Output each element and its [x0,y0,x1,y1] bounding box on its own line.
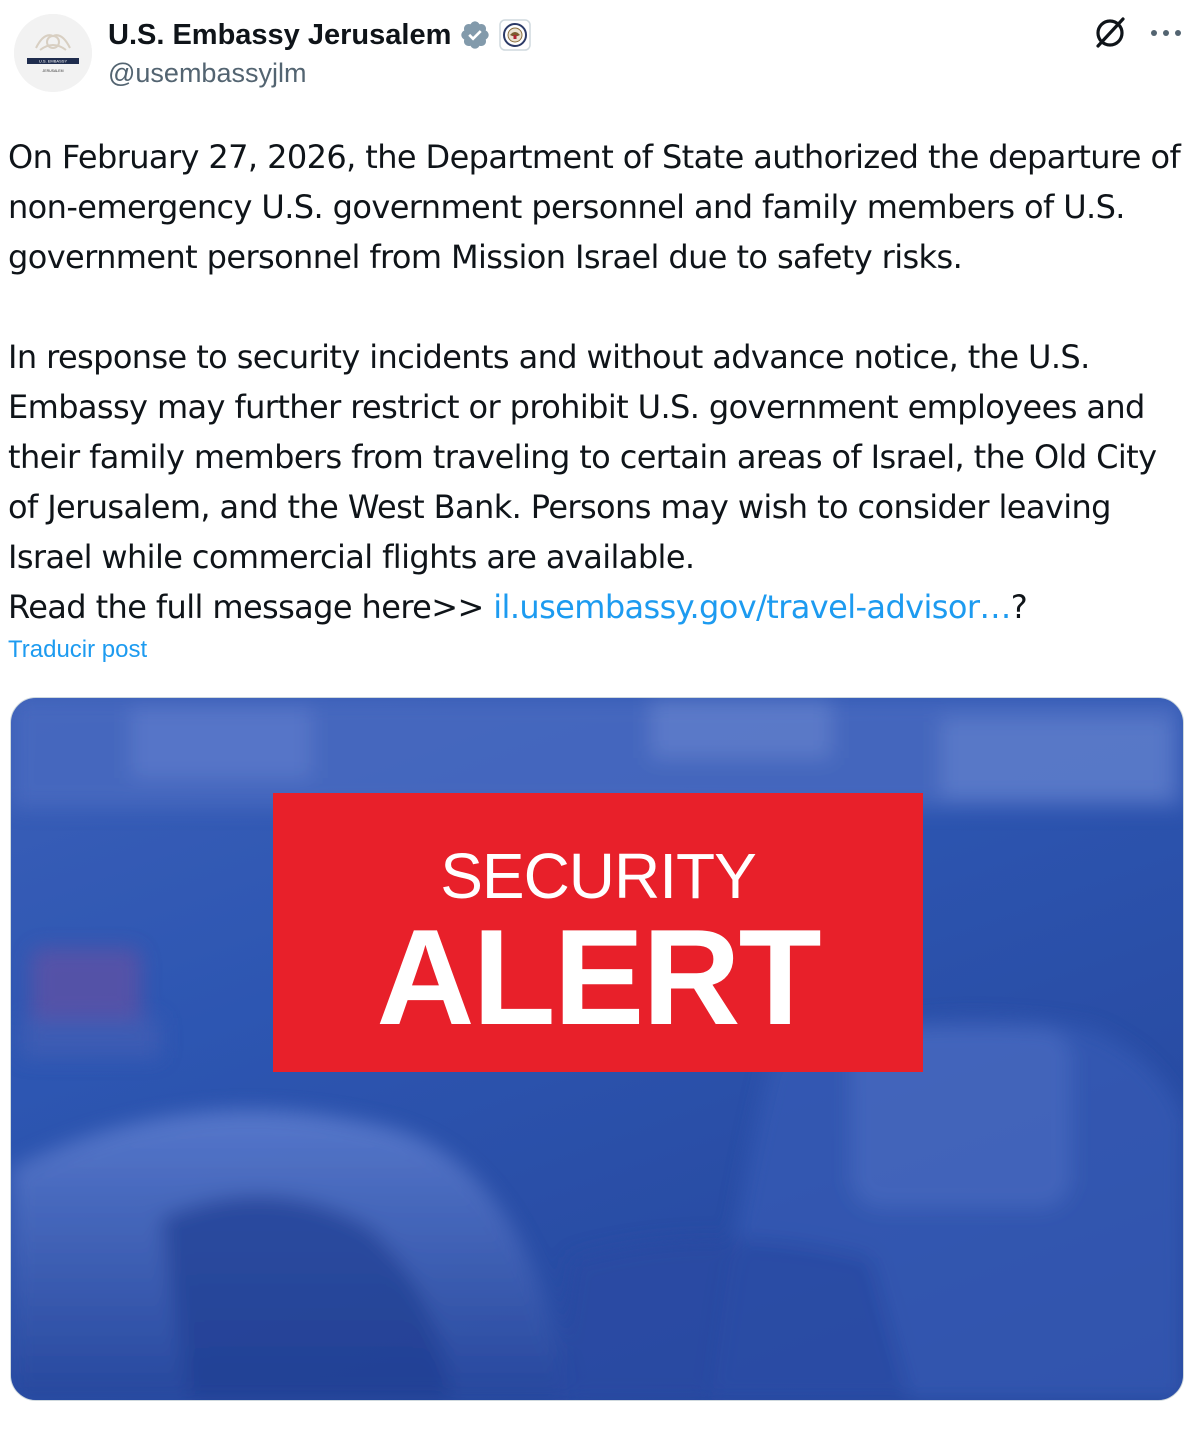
post-paragraph-1: On February 27, 2026, the Department of State authorized the departure of non-emergency U.S. government personnel and family members of U.S. government personnel from Mission Israel due to safety risks. [8,138,1181,276]
read-more-prefix: Read the full message here>> [8,588,494,626]
post-text [8,132,1188,632]
state-department-seal-icon[interactable] [499,19,531,51]
post-paragraph-2: In response to security incidents and without advance notice, the U.S. Embassy may further restrict or prohibit U.S. government employees and their family members from traveling to certain areas of Israel, the Old City of Jerusalem, and the West Bank. Persons may wish to consider leaving Israel while commercial flights are available. [8,338,1157,576]
more-options-icon [1149,25,1183,43]
author-name-row [108,14,531,56]
author-display-name[interactable]: U.S. Embassy Jerusalem [108,18,452,51]
avatar[interactable] [14,14,92,92]
travel-advisory-link[interactable]: il.usembassy.gov/travel-advisor… [493,588,1011,626]
security-alert-banner [273,793,923,1072]
translate-post-link[interactable]: Traducir post [8,636,148,663]
post-header [0,0,1200,110]
author-handle[interactable]: @usembassyjlm [108,58,307,88]
security-label: SECURITY [440,840,756,912]
post-media-image[interactable] [10,697,1184,1401]
read-more-line [8,582,1188,632]
svg-text:JERUSALEM: JERUSALEM [42,69,64,73]
link-suffix: ? [1010,588,1028,626]
svg-text:U.S. EMBASSY: U.S. EMBASSY [38,58,68,64]
verified-badge-icon[interactable] [459,19,491,51]
grok-button[interactable] [1090,14,1130,54]
alert-label: ALERT [376,901,820,1053]
grok-icon [1092,14,1128,55]
more-options-button[interactable] [1144,14,1188,54]
